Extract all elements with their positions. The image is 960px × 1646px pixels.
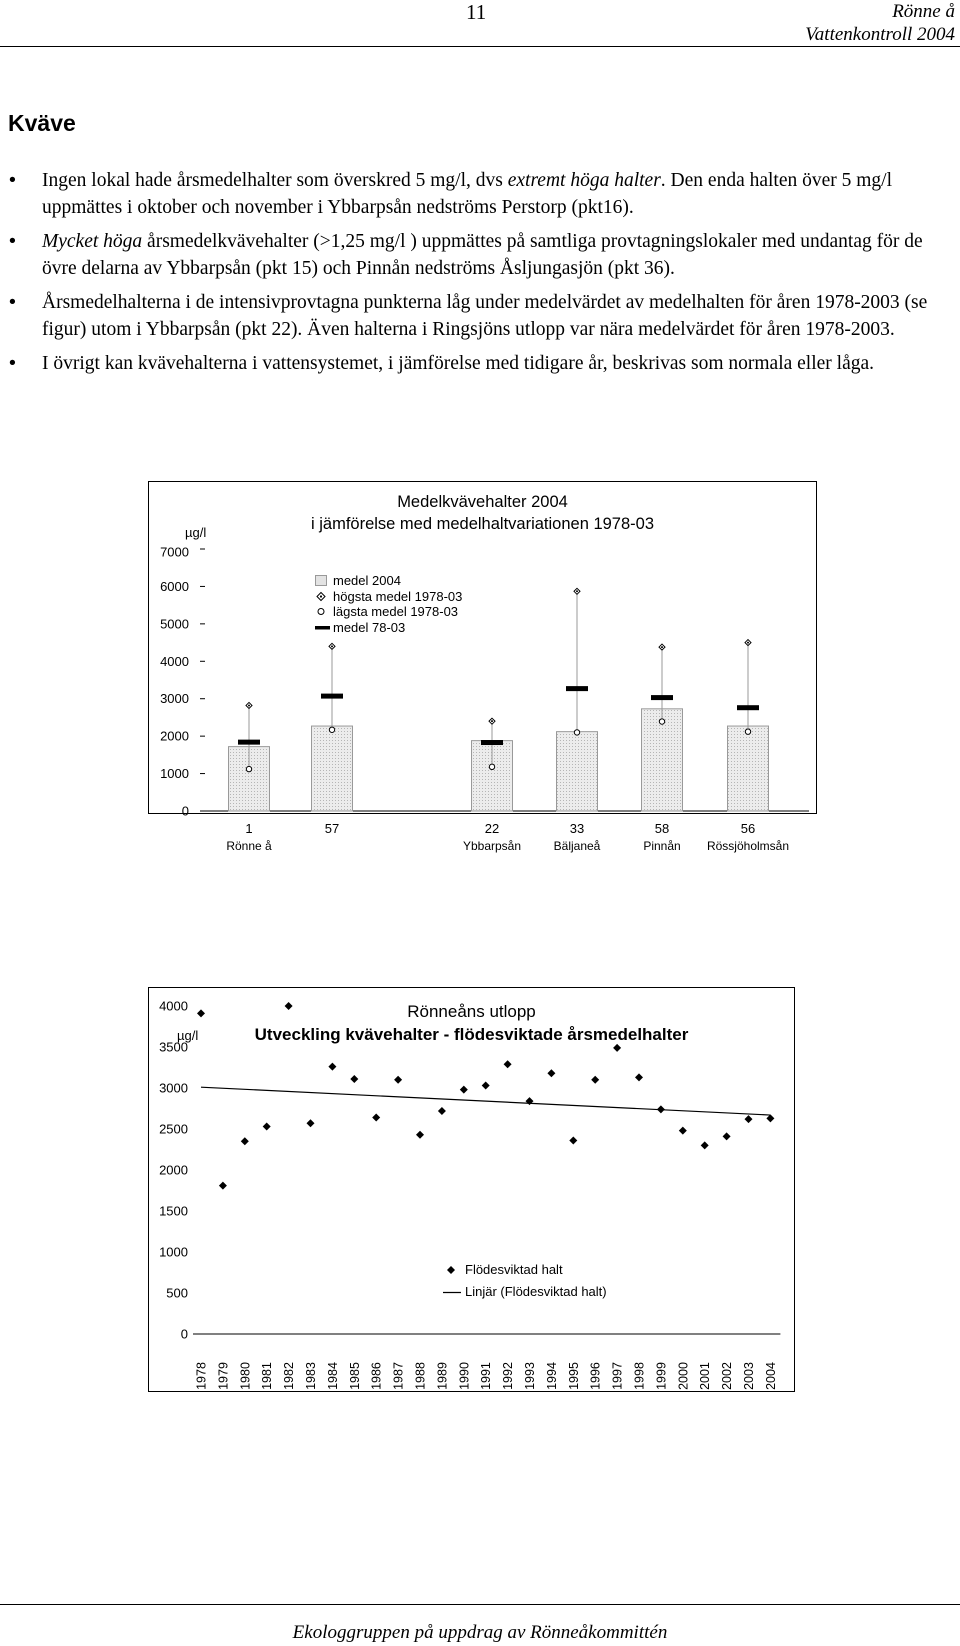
mean-marker [651,695,673,700]
category-name-label: Pinnån [643,839,681,853]
x-tick-label: 1994 [544,1362,559,1390]
y-tick-label: 3000 [160,691,189,707]
high-marker-dot [248,704,250,706]
mean-marker [321,694,343,699]
scatter-chart-plot [149,988,796,1393]
bullet-item [42,289,942,343]
x-tick-label: 1983 [304,1362,318,1390]
x-tick-label: 1979 [216,1362,231,1390]
bar [728,726,769,811]
category-label: 57 [324,821,340,836]
mean-marker [737,705,759,710]
x-tick-label: 1982 [282,1362,297,1390]
high-marker-dot [576,590,578,592]
x-tick-label: 1995 [566,1362,581,1390]
category-name-label: Rönne å [226,839,272,853]
data-point [613,1044,621,1052]
x-tick-label: 1980 [238,1362,253,1390]
mean-marker [566,686,588,691]
category-label: 22 [484,821,500,836]
low-marker [246,766,251,771]
bar-chart-unit: µg/l [185,525,207,540]
legend-label: medel 78-03 [333,619,406,635]
x-tick-label: 1990 [457,1362,472,1390]
data-point [328,1063,336,1071]
bullet-text: I övrigt kan kvävehalterna i vattensystemet, i jämförelse med tidigare år, beskrivas som normala eller låga. [42,353,875,374]
data-point [372,1114,380,1122]
y-tick-label: 4000 [159,998,188,1014]
header-title: Rönne å [892,1,955,22]
data-point [438,1107,446,1115]
data-point [241,1137,249,1145]
bar-chart-box [148,481,817,853]
legend-label: högsta medel 1978-03 [333,588,463,604]
data-point [635,1073,643,1081]
y-tick-label: 1000 [160,766,189,782]
data-point [569,1136,577,1144]
bullet-list [42,167,942,384]
legend-label: lägsta medel 1978-03 [333,604,459,619]
scatter-chart-unit: µg/l [177,1028,199,1043]
bar-chart-title: Medelkvävehalter 2004 [397,493,568,511]
data-point [701,1141,709,1149]
legend-label: Flödesviktad halt [465,1262,563,1277]
x-tick-label: 1989 [435,1362,450,1390]
data-point [460,1086,468,1094]
y-tick-label: 0 [181,803,189,819]
bullet-item [42,350,942,377]
y-tick-label: 0 [180,1326,188,1342]
x-tick-label: 1998 [632,1362,647,1390]
x-tick-label: 1991 [479,1362,494,1390]
data-point [307,1119,315,1127]
data-point [504,1060,512,1068]
y-tick-label: 2000 [160,728,189,744]
header-subtitle: Vattenkontroll 2004 [805,24,955,45]
high-marker-dot [661,646,663,648]
scatter-chart-title: Rönneåns utlopp [407,1002,536,1021]
data-point [350,1075,358,1083]
x-tick-label: 2004 [763,1362,778,1390]
data-point [679,1127,687,1135]
category-label: 56 [740,821,756,836]
high-marker-dot [747,642,749,644]
x-tick-label: 1984 [325,1362,340,1390]
category-label: 58 [654,821,670,836]
header-rule [0,46,960,47]
emphasis-text: extremt höga halter [507,170,661,191]
x-tick-label: 1981 [260,1362,275,1390]
x-tick-label: 1992 [501,1362,516,1390]
bullet-text: Ingen lokal hade årsmedelhalter som överskred 5 mg/l, dvs [42,170,508,191]
data-point [219,1182,227,1190]
trend-line [201,1087,770,1115]
y-tick-label: 2000 [159,1162,188,1178]
data-point [263,1123,271,1131]
x-tick-label: 1997 [610,1362,625,1390]
bar-chart-plot [149,482,818,862]
y-tick-label: 5000 [160,616,189,632]
bullet-text: . Den enda halten över 5 mg/l uppmättes i oktober och november i Ybbarpsån nedströms Perstorp (pkt16). [42,170,893,218]
low-marker [745,729,750,734]
y-tick-label: 6000 [160,578,189,594]
bar [312,726,353,811]
data-point [657,1105,665,1113]
y-tick-label: 1500 [159,1203,188,1219]
x-tick-label: 1993 [523,1362,537,1390]
data-point [766,1114,774,1122]
footer-text: Ekologgruppen på uppdrag av Rönneåkommittén [292,1622,668,1643]
bullet-item [42,167,942,221]
data-point [547,1069,555,1077]
bar-chart-subtitle: i jämförelse med medelhaltvariationen 1978-03 [310,515,655,533]
x-tick-label: 2003 [742,1362,756,1390]
section-title: Kväve [8,110,76,136]
high-marker-dot [331,645,333,647]
category-name-label: Ybbarpsån [462,839,522,853]
low-marker [329,727,334,732]
category-label: 1 [245,821,253,836]
y-tick-label: 3000 [159,1080,188,1096]
data-point [416,1131,424,1139]
y-tick-label: 4000 [160,653,189,669]
y-tick-label: 1000 [159,1244,188,1260]
y-tick-label: 2500 [159,1121,188,1137]
mean-marker [481,740,503,745]
x-tick-label: 1985 [347,1362,362,1390]
bar [557,732,598,811]
legend-label: medel 2004 [333,573,401,588]
x-tick-label: 1987 [391,1362,406,1390]
category-label: 33 [569,821,585,836]
bullet-text: årsmedelkvävehalter (>1,25 mg/l ) uppmättes på samtliga provtagningslokaler med undantag för de övre delarna av Ybbarpsån (pkt 15) och Pinnån nedströms Åsljungasjön (pkt 36). [42,231,923,279]
low-marker [659,719,664,724]
low-marker [489,764,494,769]
mean-marker [238,740,260,745]
x-tick-label: 1988 [413,1362,428,1390]
category-name-label: Bäljaneå [553,839,601,853]
y-tick-label: 3500 [159,1039,188,1055]
scatter-chart-subtitle: Utveckling kvävehalter - flödesviktade årsmedelhalter [254,1025,689,1044]
x-tick-label: 2002 [720,1362,735,1390]
x-tick-label: 1999 [654,1362,669,1390]
data-point [723,1132,731,1140]
x-tick-label: 2001 [698,1362,713,1390]
legend-label: Linjär (Flödesviktad halt) [465,1284,607,1299]
bullet-text: Årsmedelhalterna i de intensivprovtagna punkterna låg under medelvärdet av medelhalten för åren 1978-2003 (se figur) utom i Ybbarpsån (pkt 22). Även halterna i Ringsjöns utlopp var nära medelvärdet för åren 1978-2003. [42,292,928,340]
x-tick-label: 1986 [369,1362,384,1390]
data-point [482,1082,490,1090]
footer-rule [0,1604,960,1605]
bullet-item [42,228,942,282]
x-tick-label: 1978 [194,1362,209,1390]
high-marker-dot [491,720,493,722]
y-tick-label: 7000 [160,544,189,560]
emphasis-text: Mycket höga [42,231,143,252]
scatter-chart-box [148,987,795,1392]
data-point [591,1076,599,1084]
x-tick-label: 1996 [588,1362,603,1390]
low-marker [574,730,579,735]
data-point [394,1076,402,1084]
data-point [197,1009,205,1017]
x-tick-label: 2000 [676,1362,691,1390]
data-point [745,1115,753,1123]
data-point [285,1002,293,1010]
running-header [805,0,955,46]
y-tick-label: 500 [166,1285,188,1301]
page-number: 11 [466,0,487,24]
category-name-label: Rössjöholmsån [706,839,790,853]
